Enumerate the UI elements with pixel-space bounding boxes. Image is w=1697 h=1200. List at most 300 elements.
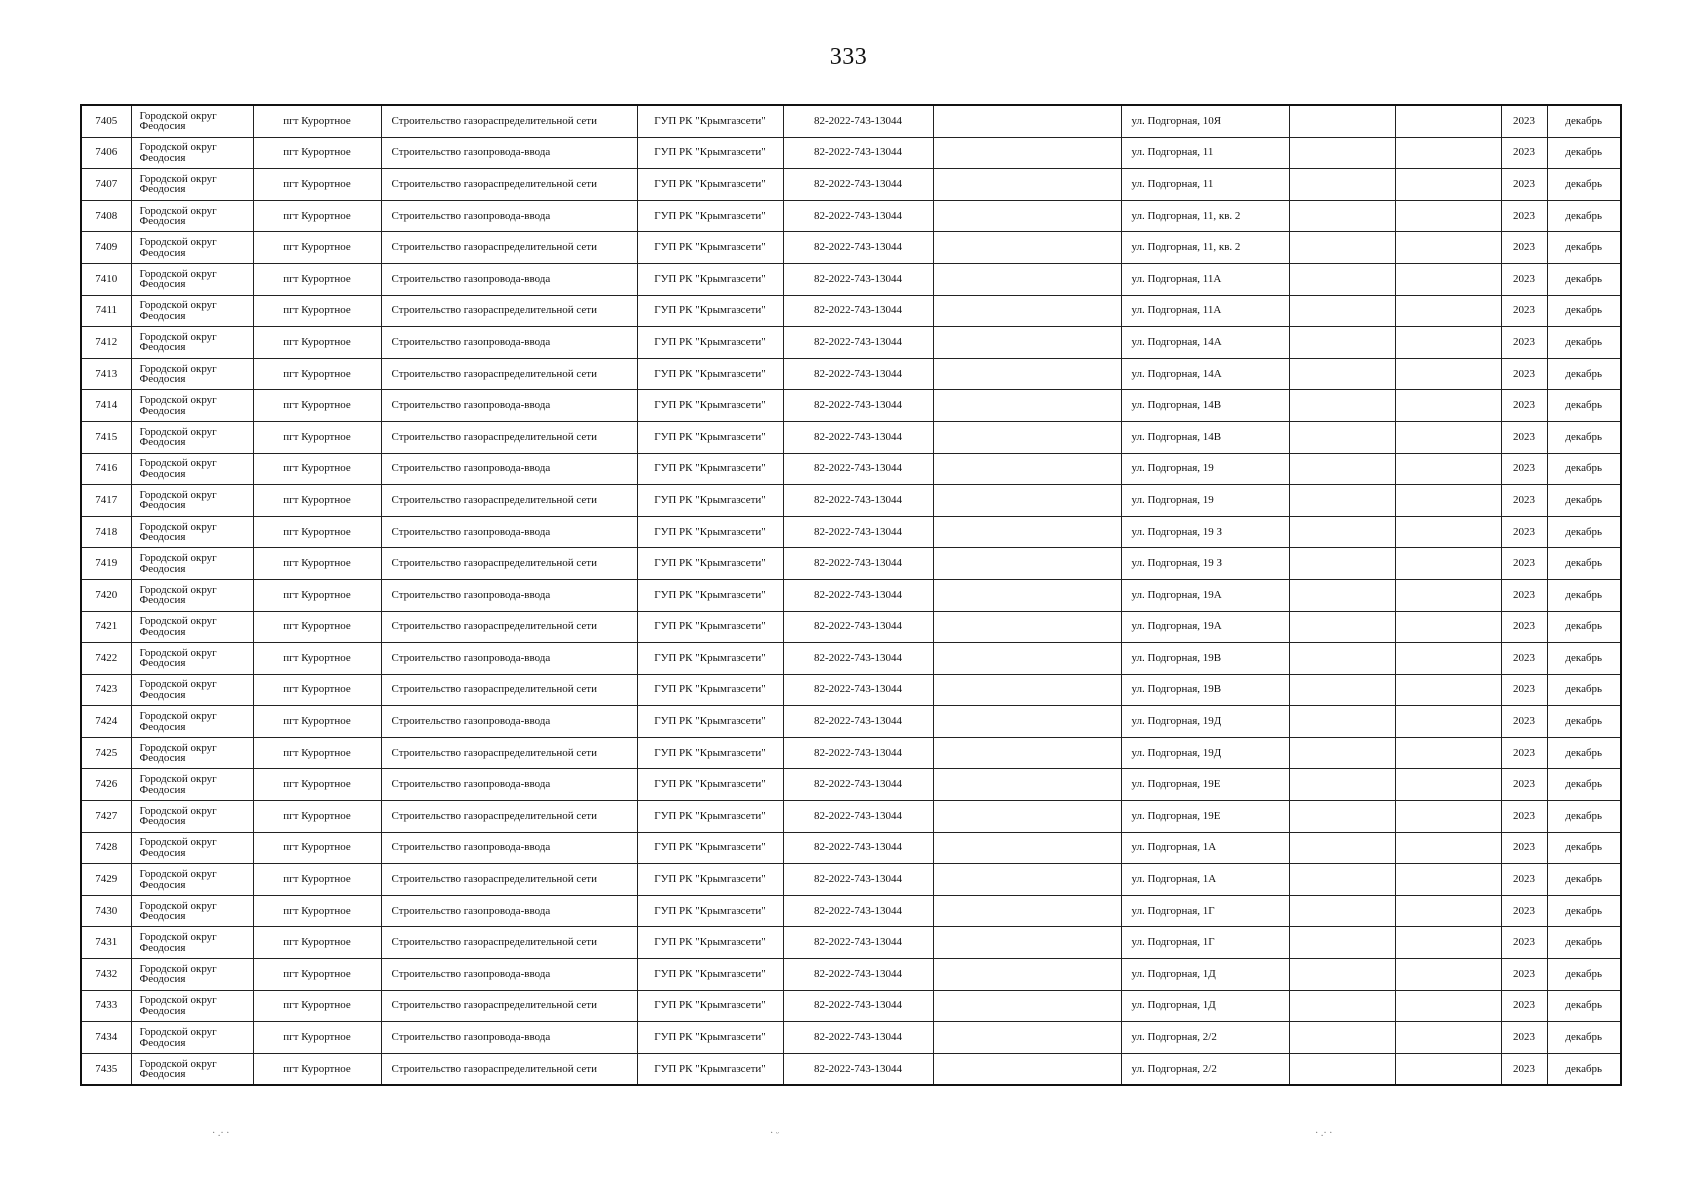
- table-row: [81, 737, 1621, 769]
- empty-cell: [933, 895, 1121, 927]
- locality-cell: пгт Курортное: [253, 864, 381, 896]
- year-cell: 2023: [1501, 421, 1547, 453]
- row-number-cell: 7410: [81, 263, 131, 295]
- district-line2: Феодосия: [139, 815, 186, 828]
- organization-cell: ГУП РК "Крымгазсети": [637, 674, 783, 706]
- program-code-cell: 82-2022-743-13044: [783, 516, 933, 548]
- address-cell: ул. Подгорная, 1Д: [1121, 959, 1289, 991]
- empty-cell: [1395, 959, 1501, 991]
- empty-cell: [933, 485, 1121, 517]
- district-cell: [131, 200, 253, 232]
- district-cell: [131, 263, 253, 295]
- month-cell: декабрь: [1547, 516, 1621, 548]
- empty-cell: [1395, 485, 1501, 517]
- locality-cell: пгт Курортное: [253, 895, 381, 927]
- organization-cell: ГУП РК "Крымгазсети": [637, 390, 783, 422]
- work-type-cell: Строительство газораспределительной сети: [381, 927, 637, 959]
- work-type-cell: Строительство газопровода-ввода: [381, 959, 637, 991]
- locality-cell: пгт Курортное: [253, 516, 381, 548]
- district-line1: Городской округ: [139, 488, 217, 501]
- work-type-cell: Строительство газопровода-ввода: [381, 1022, 637, 1054]
- month-cell: декабрь: [1547, 832, 1621, 864]
- district-line2: Феодосия: [139, 973, 186, 986]
- empty-cell: [933, 927, 1121, 959]
- locality-cell: пгт Курортное: [253, 548, 381, 580]
- empty-cell: [1395, 1022, 1501, 1054]
- district-cell: [131, 895, 253, 927]
- empty-cell: [1395, 895, 1501, 927]
- year-cell: 2023: [1501, 737, 1547, 769]
- district-line1: Городской округ: [139, 678, 217, 691]
- organization-cell: ГУП РК "Крымгазсети": [637, 895, 783, 927]
- district-cell: [131, 358, 253, 390]
- month-cell: декабрь: [1547, 927, 1621, 959]
- program-code-cell: 82-2022-743-13044: [783, 200, 933, 232]
- work-type-cell: Строительство газопровода-ввода: [381, 895, 637, 927]
- table-row: [81, 959, 1621, 991]
- district-line1: Городской округ: [139, 520, 217, 533]
- district-cell: [131, 990, 253, 1022]
- empty-cell: [1289, 832, 1395, 864]
- empty-cell: [1395, 137, 1501, 169]
- organization-cell: ГУП РК "Крымгазсети": [637, 263, 783, 295]
- empty-cell: [1395, 737, 1501, 769]
- work-type-cell: Строительство газораспределительной сети: [381, 358, 637, 390]
- district-line1: Городской округ: [139, 1026, 217, 1039]
- address-cell: ул. Подгорная, 19 З: [1121, 548, 1289, 580]
- program-code-cell: 82-2022-743-13044: [783, 232, 933, 264]
- locality-cell: пгт Курортное: [253, 706, 381, 738]
- district-cell: [131, 674, 253, 706]
- district-cell: [131, 137, 253, 169]
- organization-cell: ГУП РК "Крымгазсети": [637, 485, 783, 517]
- district-line1: Городской округ: [139, 994, 217, 1007]
- district-line1: Городской округ: [139, 836, 217, 849]
- program-code-cell: 82-2022-743-13044: [783, 358, 933, 390]
- district-line1: Городской округ: [139, 741, 217, 754]
- organization-cell: ГУП РК "Крымгазсети": [637, 105, 783, 137]
- table-row: [81, 927, 1621, 959]
- row-number-cell: 7416: [81, 453, 131, 485]
- work-type-cell: Строительство газораспределительной сети: [381, 295, 637, 327]
- empty-cell: [1289, 895, 1395, 927]
- program-code-cell: 82-2022-743-13044: [783, 548, 933, 580]
- district-line1: Городской округ: [139, 615, 217, 628]
- district-line2: Феодосия: [139, 531, 186, 544]
- empty-cell: [1289, 453, 1395, 485]
- year-cell: 2023: [1501, 990, 1547, 1022]
- empty-cell: [1289, 927, 1395, 959]
- empty-cell: [933, 959, 1121, 991]
- empty-cell: [1289, 295, 1395, 327]
- program-code-cell: 82-2022-743-13044: [783, 769, 933, 801]
- table-row: [81, 706, 1621, 738]
- month-cell: декабрь: [1547, 706, 1621, 738]
- table-row: [81, 263, 1621, 295]
- month-cell: декабрь: [1547, 453, 1621, 485]
- locality-cell: пгт Курортное: [253, 200, 381, 232]
- month-cell: декабрь: [1547, 801, 1621, 833]
- data-table: [80, 104, 1622, 1086]
- table-row: [81, 769, 1621, 801]
- address-cell: ул. Подгорная, 19Е: [1121, 801, 1289, 833]
- work-type-cell: Строительство газораспределительной сети: [381, 1053, 637, 1085]
- empty-cell: [1395, 1053, 1501, 1085]
- locality-cell: пгт Курортное: [253, 927, 381, 959]
- district-line1: Городской округ: [139, 931, 217, 944]
- year-cell: 2023: [1501, 959, 1547, 991]
- program-code-cell: 82-2022-743-13044: [783, 295, 933, 327]
- work-type-cell: Строительство газораспределительной сети: [381, 421, 637, 453]
- empty-cell: [1395, 643, 1501, 675]
- month-cell: декабрь: [1547, 295, 1621, 327]
- work-type-cell: Строительство газораспределительной сети: [381, 611, 637, 643]
- month-cell: декабрь: [1547, 674, 1621, 706]
- row-number-cell: 7423: [81, 674, 131, 706]
- work-type-cell: Строительство газопровода-ввода: [381, 327, 637, 359]
- work-type-cell: Строительство газопровода-ввода: [381, 453, 637, 485]
- empty-cell: [933, 232, 1121, 264]
- year-cell: 2023: [1501, 674, 1547, 706]
- district-line2: Феодосия: [139, 404, 186, 417]
- district-cell: [131, 232, 253, 264]
- year-cell: 2023: [1501, 832, 1547, 864]
- month-cell: декабрь: [1547, 611, 1621, 643]
- district-line2: Феодосия: [139, 594, 186, 607]
- organization-cell: ГУП РК "Крымгазсети": [637, 801, 783, 833]
- locality-cell: пгт Курортное: [253, 169, 381, 201]
- month-cell: декабрь: [1547, 105, 1621, 137]
- program-code-cell: 82-2022-743-13044: [783, 611, 933, 643]
- district-cell: [131, 611, 253, 643]
- month-cell: декабрь: [1547, 990, 1621, 1022]
- table-row: [81, 801, 1621, 833]
- year-cell: 2023: [1501, 169, 1547, 201]
- empty-cell: [1289, 1053, 1395, 1085]
- empty-cell: [1289, 485, 1395, 517]
- locality-cell: пгт Курортное: [253, 579, 381, 611]
- locality-cell: пгт Курортное: [253, 453, 381, 485]
- empty-cell: [933, 801, 1121, 833]
- program-code-cell: 82-2022-743-13044: [783, 706, 933, 738]
- district-line2: Феодосия: [139, 1068, 186, 1081]
- row-number-cell: 7405: [81, 105, 131, 137]
- program-code-cell: 82-2022-743-13044: [783, 1022, 933, 1054]
- empty-cell: [933, 169, 1121, 201]
- address-cell: ул. Подгорная, 1А: [1121, 864, 1289, 896]
- locality-cell: пгт Курортное: [253, 990, 381, 1022]
- address-cell: ул. Подгорная, 1Г: [1121, 895, 1289, 927]
- program-code-cell: 82-2022-743-13044: [783, 485, 933, 517]
- work-type-cell: Строительство газораспределительной сети: [381, 864, 637, 896]
- month-cell: декабрь: [1547, 737, 1621, 769]
- month-cell: декабрь: [1547, 548, 1621, 580]
- district-line1: Городской округ: [139, 1057, 217, 1070]
- locality-cell: пгт Курортное: [253, 295, 381, 327]
- year-cell: 2023: [1501, 485, 1547, 517]
- year-cell: 2023: [1501, 548, 1547, 580]
- month-cell: декабрь: [1547, 643, 1621, 675]
- district-line2: Феодосия: [139, 720, 186, 733]
- program-code-cell: 82-2022-743-13044: [783, 643, 933, 675]
- row-number-cell: 7407: [81, 169, 131, 201]
- program-code-cell: 82-2022-743-13044: [783, 801, 933, 833]
- empty-cell: [1289, 674, 1395, 706]
- empty-cell: [1395, 674, 1501, 706]
- row-number-cell: 7431: [81, 927, 131, 959]
- empty-cell: [1289, 390, 1395, 422]
- district-cell: [131, 706, 253, 738]
- month-cell: декабрь: [1547, 864, 1621, 896]
- district-cell: [131, 769, 253, 801]
- address-cell: ул. Подгорная, 11, кв. 2: [1121, 232, 1289, 264]
- empty-cell: [1289, 200, 1395, 232]
- empty-cell: [1289, 706, 1395, 738]
- work-type-cell: Строительство газопровода-ввода: [381, 516, 637, 548]
- empty-cell: [933, 990, 1121, 1022]
- year-cell: 2023: [1501, 1022, 1547, 1054]
- address-cell: ул. Подгорная, 11: [1121, 169, 1289, 201]
- row-number-cell: 7409: [81, 232, 131, 264]
- row-number-cell: 7420: [81, 579, 131, 611]
- district-line1: Городской округ: [139, 646, 217, 659]
- empty-cell: [1395, 548, 1501, 580]
- district-line2: Феодосия: [139, 752, 186, 765]
- empty-cell: [933, 579, 1121, 611]
- empty-cell: [1395, 706, 1501, 738]
- district-line1: Городской округ: [139, 109, 217, 122]
- district-cell: [131, 516, 253, 548]
- row-number-cell: 7434: [81, 1022, 131, 1054]
- address-cell: ул. Подгорная, 19: [1121, 453, 1289, 485]
- work-type-cell: Строительство газораспределительной сети: [381, 232, 637, 264]
- empty-cell: [1289, 358, 1395, 390]
- row-number-cell: 7414: [81, 390, 131, 422]
- program-code-cell: 82-2022-743-13044: [783, 105, 933, 137]
- empty-cell: [1395, 358, 1501, 390]
- district-line2: Феодосия: [139, 625, 186, 638]
- organization-cell: ГУП РК "Крымгазсети": [637, 706, 783, 738]
- empty-cell: [933, 453, 1121, 485]
- address-cell: ул. Подгорная, 14В: [1121, 421, 1289, 453]
- month-cell: декабрь: [1547, 421, 1621, 453]
- table-row: [81, 516, 1621, 548]
- organization-cell: ГУП РК "Крымгазсети": [637, 421, 783, 453]
- program-code-cell: 82-2022-743-13044: [783, 390, 933, 422]
- district-line2: Феодосия: [139, 499, 186, 512]
- empty-cell: [1289, 105, 1395, 137]
- district-line1: Городской округ: [139, 425, 217, 438]
- locality-cell: пгт Курортное: [253, 105, 381, 137]
- address-cell: ул. Подгорная, 14А: [1121, 358, 1289, 390]
- organization-cell: ГУП РК "Крымгазсети": [637, 959, 783, 991]
- empty-cell: [1289, 801, 1395, 833]
- district-cell: [131, 548, 253, 580]
- year-cell: 2023: [1501, 137, 1547, 169]
- empty-cell: [1395, 516, 1501, 548]
- empty-cell: [1289, 737, 1395, 769]
- organization-cell: ГУП РК "Крымгазсети": [637, 453, 783, 485]
- program-code-cell: 82-2022-743-13044: [783, 737, 933, 769]
- district-line1: Городской округ: [139, 868, 217, 881]
- empty-cell: [933, 105, 1121, 137]
- row-number-cell: 7421: [81, 611, 131, 643]
- empty-cell: [1395, 105, 1501, 137]
- organization-cell: ГУП РК "Крымгазсети": [637, 864, 783, 896]
- program-code-cell: 82-2022-743-13044: [783, 927, 933, 959]
- work-type-cell: Строительство газопровода-ввода: [381, 643, 637, 675]
- address-cell: ул. Подгорная, 19В: [1121, 674, 1289, 706]
- empty-cell: [933, 358, 1121, 390]
- empty-cell: [933, 200, 1121, 232]
- program-code-cell: 82-2022-743-13044: [783, 990, 933, 1022]
- year-cell: 2023: [1501, 453, 1547, 485]
- address-cell: ул. Подгорная, 1Д: [1121, 990, 1289, 1022]
- row-number-cell: 7427: [81, 801, 131, 833]
- empty-cell: [1395, 232, 1501, 264]
- district-line2: Феодосия: [139, 1004, 186, 1017]
- empty-cell: [933, 864, 1121, 896]
- district-cell: [131, 421, 253, 453]
- year-cell: 2023: [1501, 927, 1547, 959]
- year-cell: 2023: [1501, 895, 1547, 927]
- empty-cell: [1289, 232, 1395, 264]
- organization-cell: ГУП РК "Крымгазсети": [637, 1022, 783, 1054]
- district-line2: Феодосия: [139, 562, 186, 575]
- district-line1: Городской округ: [139, 299, 217, 312]
- address-cell: ул. Подгорная, 19В: [1121, 643, 1289, 675]
- empty-cell: [1289, 1022, 1395, 1054]
- table-row: [81, 674, 1621, 706]
- empty-cell: [933, 327, 1121, 359]
- empty-cell: [1289, 643, 1395, 675]
- district-line2: Феодосия: [139, 941, 186, 954]
- locality-cell: пгт Курортное: [253, 232, 381, 264]
- district-line2: Феодосия: [139, 1036, 186, 1049]
- organization-cell: ГУП РК "Крымгазсети": [637, 516, 783, 548]
- table-row: [81, 643, 1621, 675]
- organization-cell: ГУП РК "Крымгазсети": [637, 927, 783, 959]
- table-body: [81, 105, 1621, 1085]
- table-row: [81, 864, 1621, 896]
- program-code-cell: 82-2022-743-13044: [783, 674, 933, 706]
- empty-cell: [933, 1053, 1121, 1085]
- empty-cell: [1289, 579, 1395, 611]
- row-number-cell: 7432: [81, 959, 131, 991]
- organization-cell: ГУП РК "Крымгазсети": [637, 769, 783, 801]
- month-cell: декабрь: [1547, 895, 1621, 927]
- table-row: [81, 105, 1621, 137]
- district-cell: [131, 927, 253, 959]
- table-row: [81, 1022, 1621, 1054]
- empty-cell: [933, 421, 1121, 453]
- month-cell: декабрь: [1547, 1053, 1621, 1085]
- district-line1: Городской округ: [139, 141, 217, 154]
- year-cell: 2023: [1501, 864, 1547, 896]
- empty-cell: [933, 137, 1121, 169]
- table-row: [81, 137, 1621, 169]
- year-cell: 2023: [1501, 232, 1547, 264]
- empty-cell: [1289, 516, 1395, 548]
- month-cell: декабрь: [1547, 959, 1621, 991]
- organization-cell: ГУП РК "Крымгазсети": [637, 137, 783, 169]
- work-type-cell: Строительство газораспределительной сети: [381, 737, 637, 769]
- district-line2: Феодосия: [139, 436, 186, 449]
- empty-cell: [1395, 769, 1501, 801]
- empty-cell: [933, 548, 1121, 580]
- organization-cell: ГУП РК "Крымгазсети": [637, 548, 783, 580]
- district-cell: [131, 105, 253, 137]
- organization-cell: ГУП РК "Крымгазсети": [637, 611, 783, 643]
- address-cell: ул. Подгорная, 19: [1121, 485, 1289, 517]
- address-cell: ул. Подгорная, 11А: [1121, 263, 1289, 295]
- empty-cell: [1289, 990, 1395, 1022]
- empty-cell: [1289, 421, 1395, 453]
- table-row: [81, 200, 1621, 232]
- locality-cell: пгт Курортное: [253, 485, 381, 517]
- organization-cell: ГУП РК "Крымгазсети": [637, 643, 783, 675]
- year-cell: 2023: [1501, 1053, 1547, 1085]
- program-code-cell: 82-2022-743-13044: [783, 453, 933, 485]
- table-row: [81, 169, 1621, 201]
- address-cell: ул. Подгорная, 1Г: [1121, 927, 1289, 959]
- scan-noise-mark: · .· ·: [1315, 1128, 1333, 1139]
- row-number-cell: 7408: [81, 200, 131, 232]
- empty-cell: [1395, 801, 1501, 833]
- year-cell: 2023: [1501, 706, 1547, 738]
- empty-cell: [933, 832, 1121, 864]
- empty-cell: [1395, 864, 1501, 896]
- empty-cell: [1289, 169, 1395, 201]
- table-row: [81, 990, 1621, 1022]
- district-cell: [131, 737, 253, 769]
- year-cell: 2023: [1501, 611, 1547, 643]
- district-line1: Городской округ: [139, 962, 217, 975]
- district-cell: [131, 453, 253, 485]
- program-code-cell: 82-2022-743-13044: [783, 1053, 933, 1085]
- work-type-cell: Строительство газораспределительной сети: [381, 990, 637, 1022]
- locality-cell: пгт Курортное: [253, 769, 381, 801]
- work-type-cell: Строительство газораспределительной сети: [381, 548, 637, 580]
- empty-cell: [933, 643, 1121, 675]
- empty-cell: [933, 737, 1121, 769]
- empty-cell: [1289, 769, 1395, 801]
- row-number-cell: 7424: [81, 706, 131, 738]
- row-number-cell: 7417: [81, 485, 131, 517]
- locality-cell: пгт Курортное: [253, 611, 381, 643]
- district-line2: Феодосия: [139, 278, 186, 291]
- table-row: [81, 548, 1621, 580]
- district-line2: Феодосия: [139, 467, 186, 480]
- scan-noise-mark: · ᵕ: [770, 1128, 779, 1139]
- row-number-cell: 7430: [81, 895, 131, 927]
- table-row: [81, 579, 1621, 611]
- district-line2: Феодосия: [139, 215, 186, 228]
- row-number-cell: 7429: [81, 864, 131, 896]
- month-cell: декабрь: [1547, 1022, 1621, 1054]
- work-type-cell: Строительство газопровода-ввода: [381, 263, 637, 295]
- row-number-cell: 7418: [81, 516, 131, 548]
- program-code-cell: 82-2022-743-13044: [783, 832, 933, 864]
- empty-cell: [1289, 611, 1395, 643]
- organization-cell: ГУП РК "Крымгазсети": [637, 358, 783, 390]
- year-cell: 2023: [1501, 263, 1547, 295]
- year-cell: 2023: [1501, 769, 1547, 801]
- month-cell: декабрь: [1547, 327, 1621, 359]
- table-row: [81, 895, 1621, 927]
- work-type-cell: Строительство газопровода-ввода: [381, 137, 637, 169]
- district-line1: Городской округ: [139, 236, 217, 249]
